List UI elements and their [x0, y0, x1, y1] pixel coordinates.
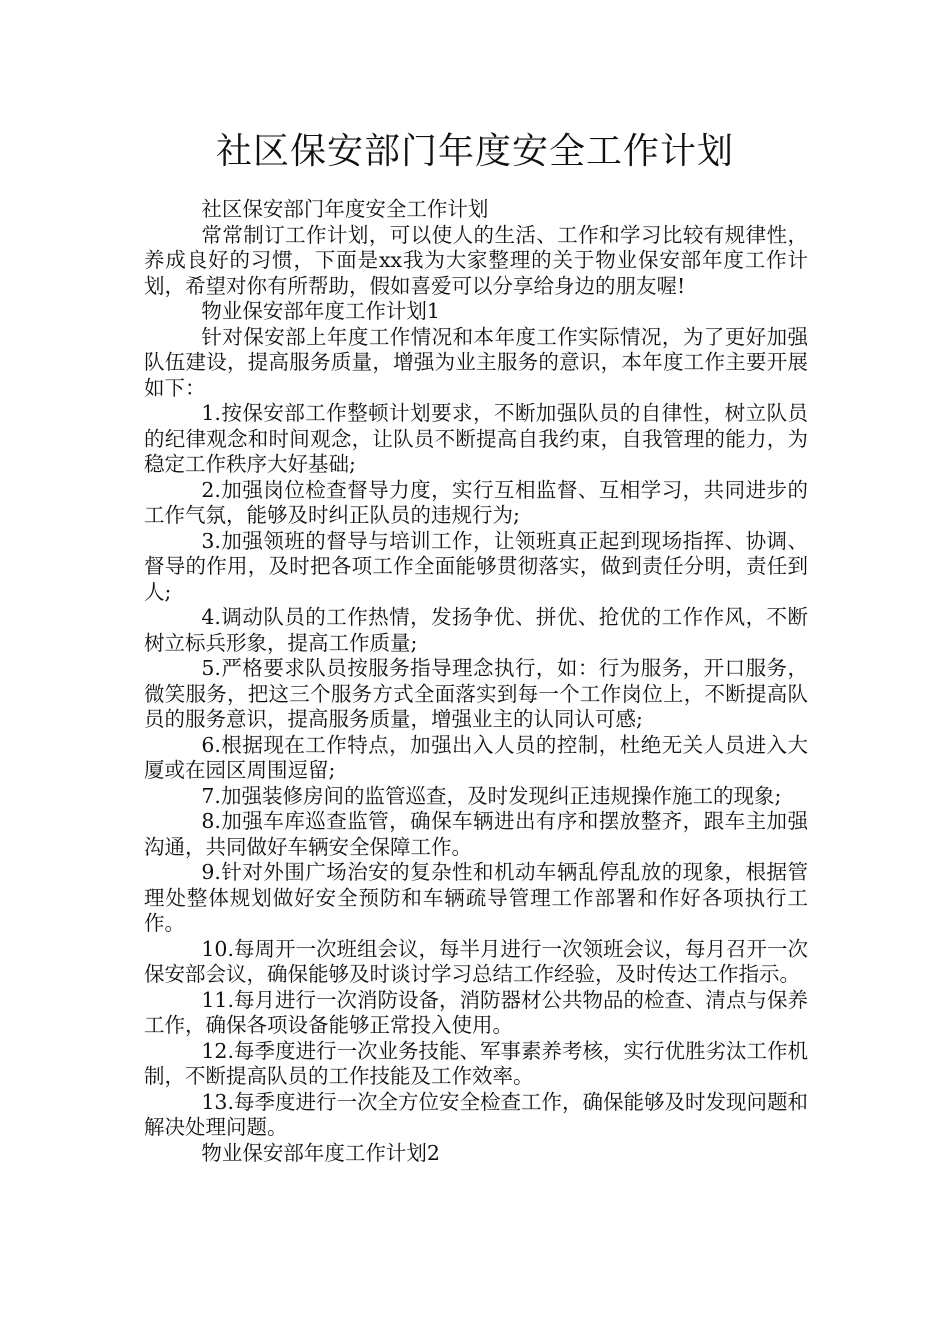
list-item: 5.严格要求队员按服务指导理念执行，如：行为服务，开口服务，微笑服务，把这三个服务方式全面落实到每一个工作岗位上，不断提高队员的服务意识，提高服务质量，增强业主的认同认可感;: [144, 656, 808, 731]
list-item: 13.每季度进行一次全方位安全检查工作，确保能够及时发现问题和解决处理问题。: [144, 1089, 808, 1139]
section-heading-plan-2: 物业保安部年度工作计划2: [201, 1140, 440, 1165]
list-item: 6.根据现在工作特点，加强出入人员的控制，杜绝无关人员进入大厦或在园区周围逗留;: [144, 732, 808, 782]
list-item: 3.加强领班的督导与培训工作，让领班真正起到现场指挥、协调、督导的作用，及时把各项工作全面能够贯彻落实，做到责任分明，责任到人;: [144, 528, 808, 604]
list-item: 10.每周开一次班组会议，每半月进行一次领班会议，每月召开一次保安部会议，确保能够及时谈讨学习总结工作经验，及时传达工作指示。: [144, 936, 808, 986]
document-body: [144, 197, 808, 1166]
list-item: 2.加强岗位检查督导力度，实行互相监督、互相学习，共同进步的工作气氛，能够及时纠正队员的违规行为;: [144, 477, 808, 527]
list-item: 9.针对外围广场治安的复杂性和机动车辆乱停乱放的现象，根据管理处整体规划做好安全预防和车辆疏导管理工作部署和作好各项执行工作。: [144, 860, 808, 935]
paragraph-intro: 常常制订工作计划，可以使人的生活、工作和学习比较有规律性，养成良好的习惯，下面是xx我为大家整理的关于物业保安部年度工作计划，希望对你有所帮助，假如喜爱可以分享给身边的朋友喔!: [144, 222, 808, 298]
list-item: 7.加强装修房间的监管巡查，及时发现纠正违规操作施工的现象;: [201, 783, 782, 808]
paragraph-plan-1-intro: 针对保安部上年度工作情况和本年度工作实际情况，为了更好加强队伍建设，提高服务质量，增强为业主服务的意识，本年度工作主要开展如下：: [144, 324, 808, 400]
section-heading-plan-1: 物业保安部年度工作计划1: [201, 299, 440, 323]
paragraph-subtitle: 社区保安部门年度安全工作计划: [201, 197, 489, 221]
list-item: 1.按保安部工作整顿计划要求，不断加强队员的自律性，树立队员的纪律观念和时间观念，让队员不断提高自我约束，自我管理的能力，为稳定工作秩序大好基础;: [144, 401, 808, 476]
list-item: 4.调动队员的工作热情，发扬争优、拼优、抢优的工作作风，不断树立标兵形象，提高工作质量;: [144, 605, 808, 655]
document-title: 社区保安部门年度安全工作计划: [215, 131, 734, 172]
list-item: 12.每季度进行一次业务技能、军事素养考核，实行优胜劣汰工作机制，不断提高队员的工作技能及工作效率。: [144, 1038, 808, 1088]
list-item: 8.加强车库巡查监管，确保车辆进出有序和摆放整齐，跟车主加强沟通，共同做好车辆安全保障工作。: [144, 809, 808, 859]
list-item: 11.每月进行一次消防设备，消防器材公共物品的检查、清点与保养工作，确保各项设备能够正常投入使用。: [144, 987, 808, 1037]
